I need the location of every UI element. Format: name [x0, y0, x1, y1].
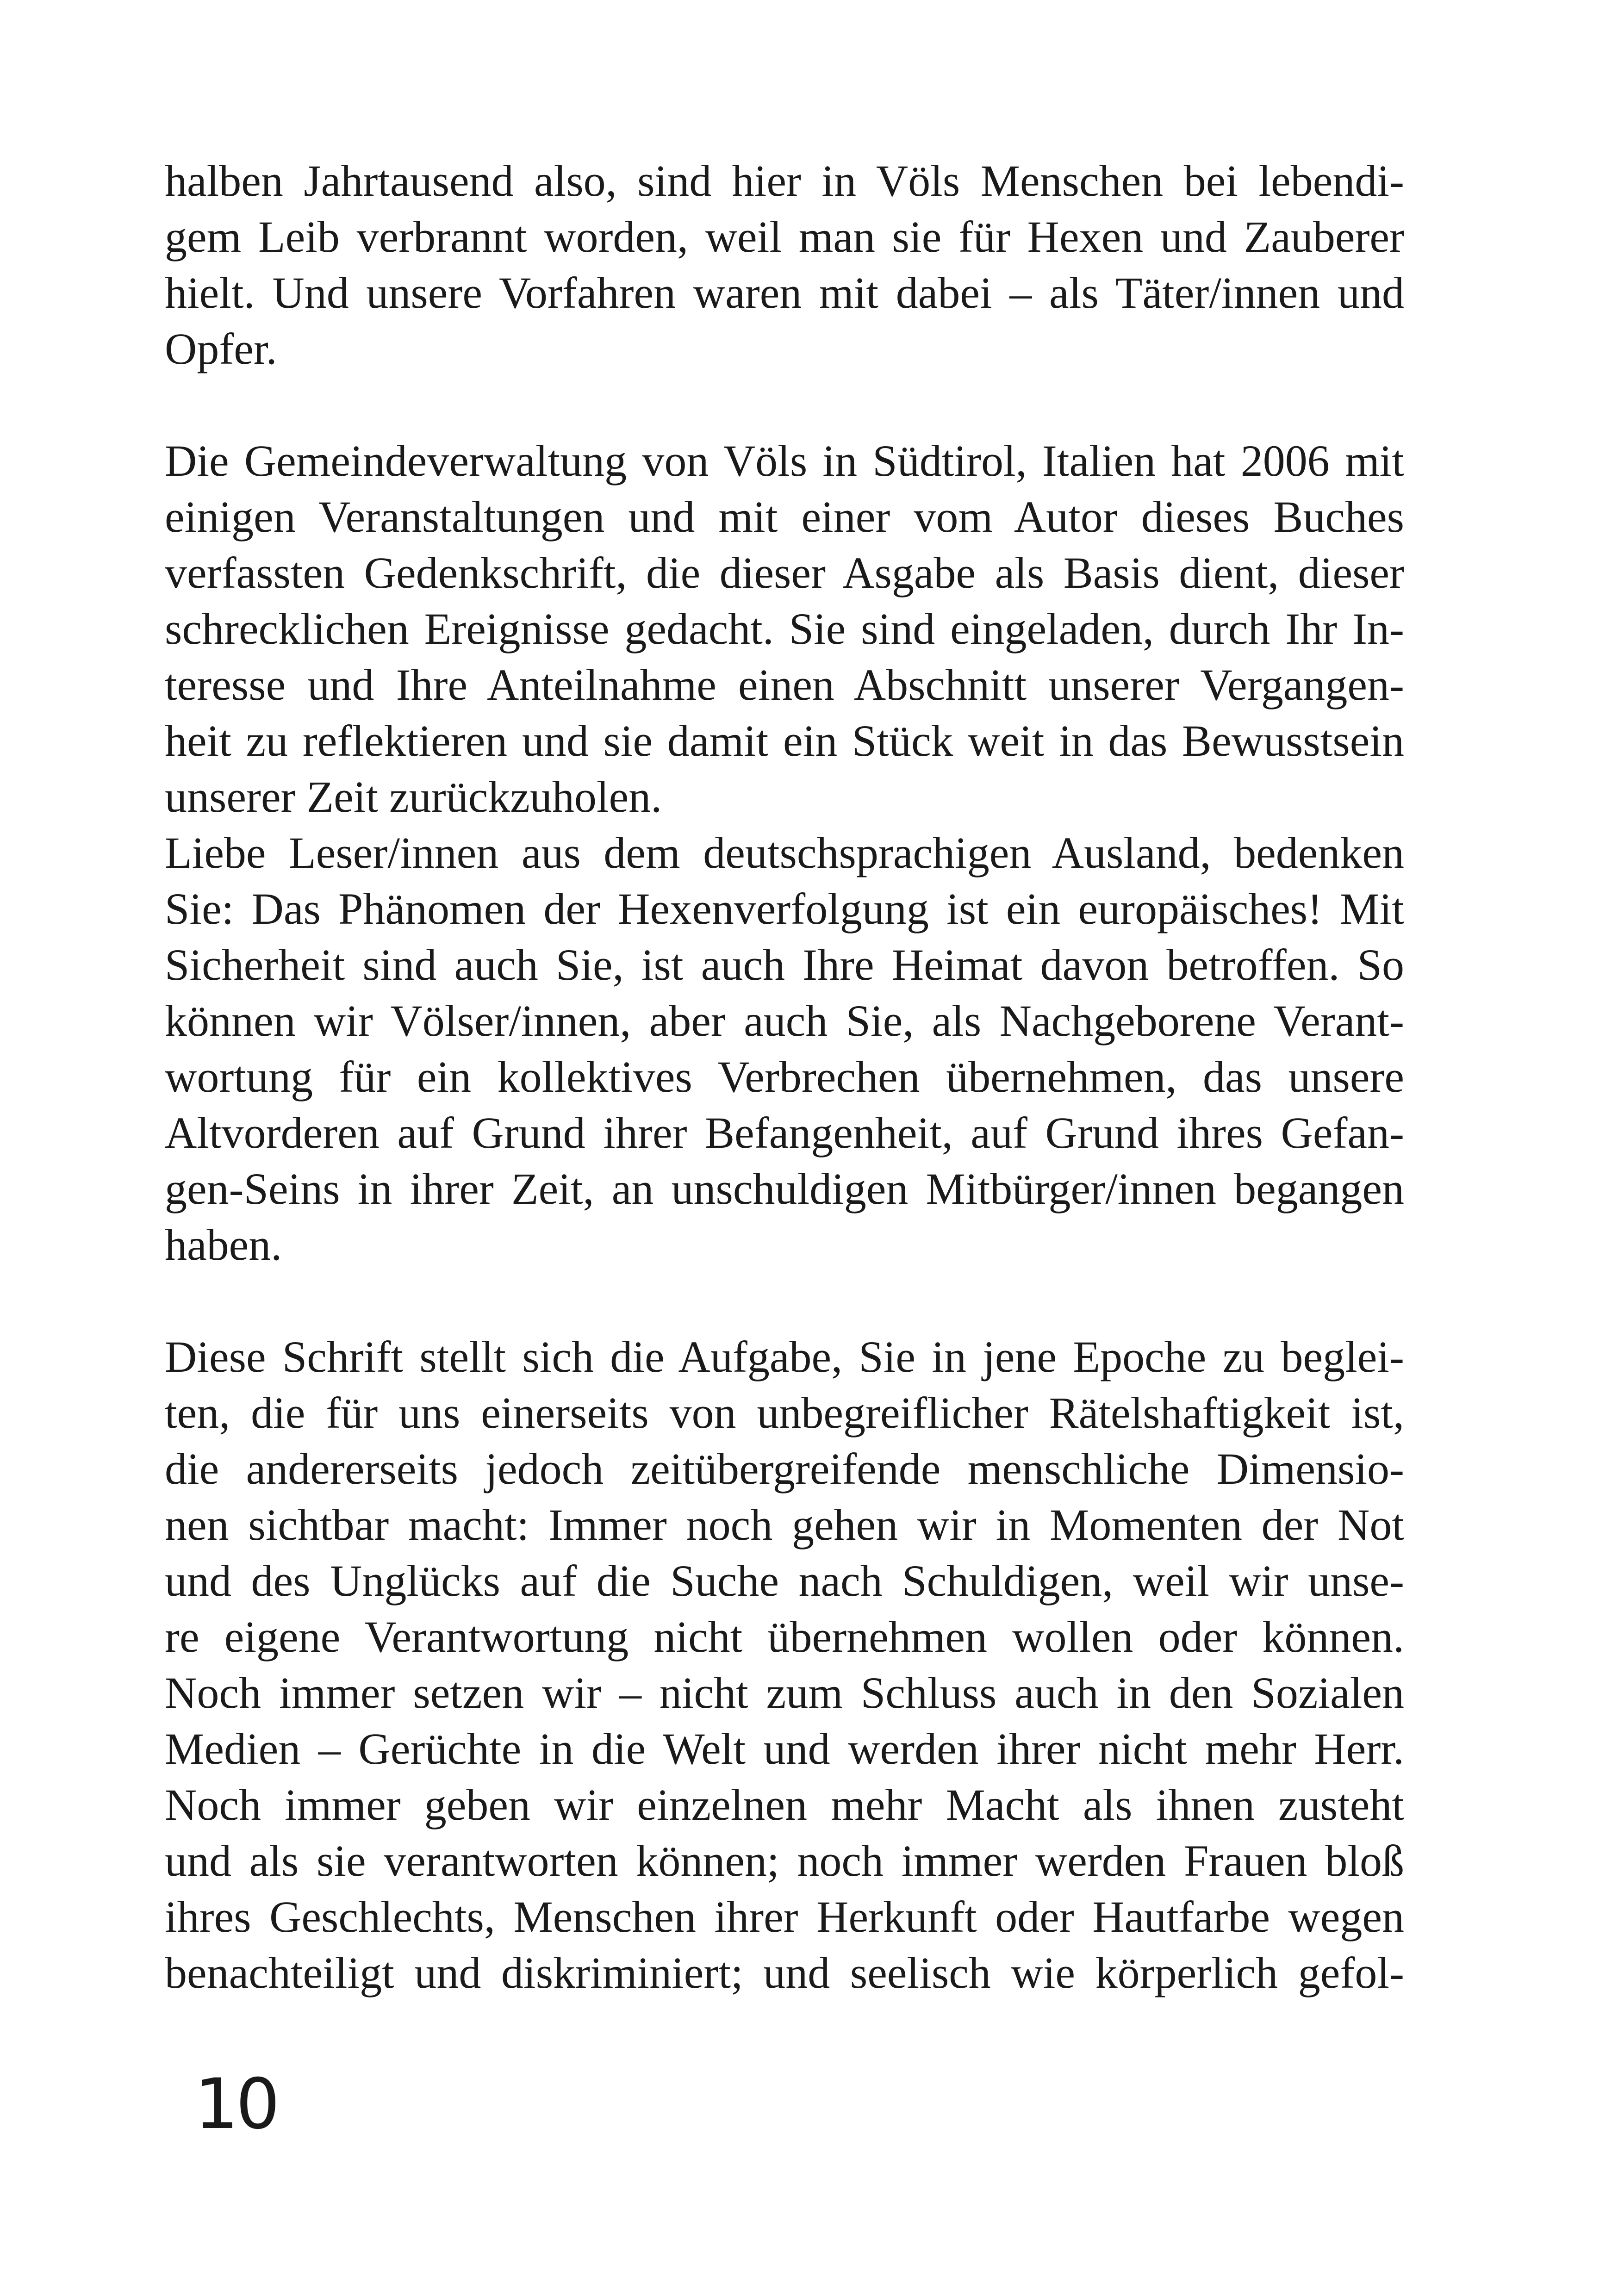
text-line: nen sichtbar macht: Immer noch gehen wir in Momenten der Not	[165, 1500, 1404, 1549]
text-line: re eigene Verantwortung nicht übernehmen wollen oder können.	[165, 1612, 1404, 1661]
paragraph	[165, 1329, 1404, 2001]
paragraph	[165, 433, 1404, 1273]
text-line: hielt. Und unsere Vorfahren waren mit dabei – als Täter/innen und	[165, 268, 1404, 317]
text-line: ihres Geschlechts, Menschen ihrer Herkunft oder Hautfarbe wegen	[165, 1892, 1404, 1941]
text-line: können wir Völser/innen, aber auch Sie, als Nachgeborene Verant-	[165, 996, 1404, 1045]
text-line: haben.	[165, 1220, 282, 1269]
text-line: Noch immer geben wir einzelnen mehr Macht als ihnen zusteht	[165, 1780, 1404, 1829]
text-line: heit zu reflektieren und sie damit ein Stück weit in das Bewusstsein	[165, 716, 1404, 765]
text-line: ten, die für uns einerseits von unbegreiflicher Rätelshaftigkeit ist,	[165, 1388, 1404, 1437]
text-line: verfassten Gedenkschrift, die dieser Asgabe als Basis dient, dieser	[165, 548, 1404, 597]
paragraph-gap	[165, 1273, 1404, 1329]
text-line: und als sie verantworten können; noch immer werden Frauen bloß	[165, 1836, 1404, 1885]
text-line: unserer Zeit zurückzuholen.	[165, 772, 662, 821]
text-line: Sicherheit sind auch Sie, ist auch Ihre Heimat davon betroffen. So	[165, 940, 1404, 989]
text-line: Altvorderen auf Grund ihrer Befangenheit, auf Grund ihres Gefan-	[165, 1108, 1404, 1157]
text-line: gem Leib verbrannt worden, weil man sie für Hexen und Zauberer	[165, 212, 1404, 261]
text-line: Medien – Gerüchte in die Welt und werden ihrer nicht mehr Herr.	[165, 1724, 1404, 1773]
text-line: die andererseits jedoch zeitübergreifende menschliche Dimensio-	[165, 1444, 1404, 1493]
text-line: Diese Schrift stellt sich die Aufgabe, Sie in jene Epoche zu beglei-	[165, 1332, 1404, 1381]
text-line: gen-Seins in ihrer Zeit, an unschuldigen Mitbürger/innen begangen	[165, 1164, 1404, 1213]
text-line: Liebe Leser/innen aus dem deutschsprachigen Ausland, bedenken	[165, 828, 1404, 877]
text-line: Opfer.	[165, 324, 277, 373]
paragraph-gap	[165, 377, 1404, 433]
text-line: wortung für ein kollektives Verbrechen übernehmen, das unsere	[165, 1052, 1404, 1101]
text-line: teresse und Ihre Anteilnahme einen Abschnitt unserer Vergangen-	[165, 660, 1404, 709]
text-line: schrecklichen Ereignisse gedacht. Sie sind eingeladen, durch Ihr In-	[165, 604, 1404, 653]
page-number: 10	[194, 2064, 277, 2145]
paragraph	[165, 153, 1404, 377]
body-text	[165, 153, 1404, 2001]
text-line: Noch immer setzen wir – nicht zum Schluss auch in den Sozialen	[165, 1668, 1404, 1717]
text-line: benachteiligt und diskriminiert; und seelisch wie körperlich gefol-	[165, 1948, 1404, 1997]
text-line: halben Jahrtausend also, sind hier in Völs Menschen bei lebendi-	[165, 156, 1404, 205]
text-line: Sie: Das Phänomen der Hexenverfolgung ist ein europäisches! Mit	[165, 884, 1404, 933]
text-line: einigen Veranstaltungen und mit einer vom Autor dieses Buches	[165, 492, 1404, 541]
text-line: Die Gemeindeverwaltung von Völs in Südtirol, Italien hat 2006 mit	[165, 436, 1404, 485]
text-line: und des Unglücks auf die Suche nach Schuldigen, weil wir unse-	[165, 1556, 1404, 1605]
